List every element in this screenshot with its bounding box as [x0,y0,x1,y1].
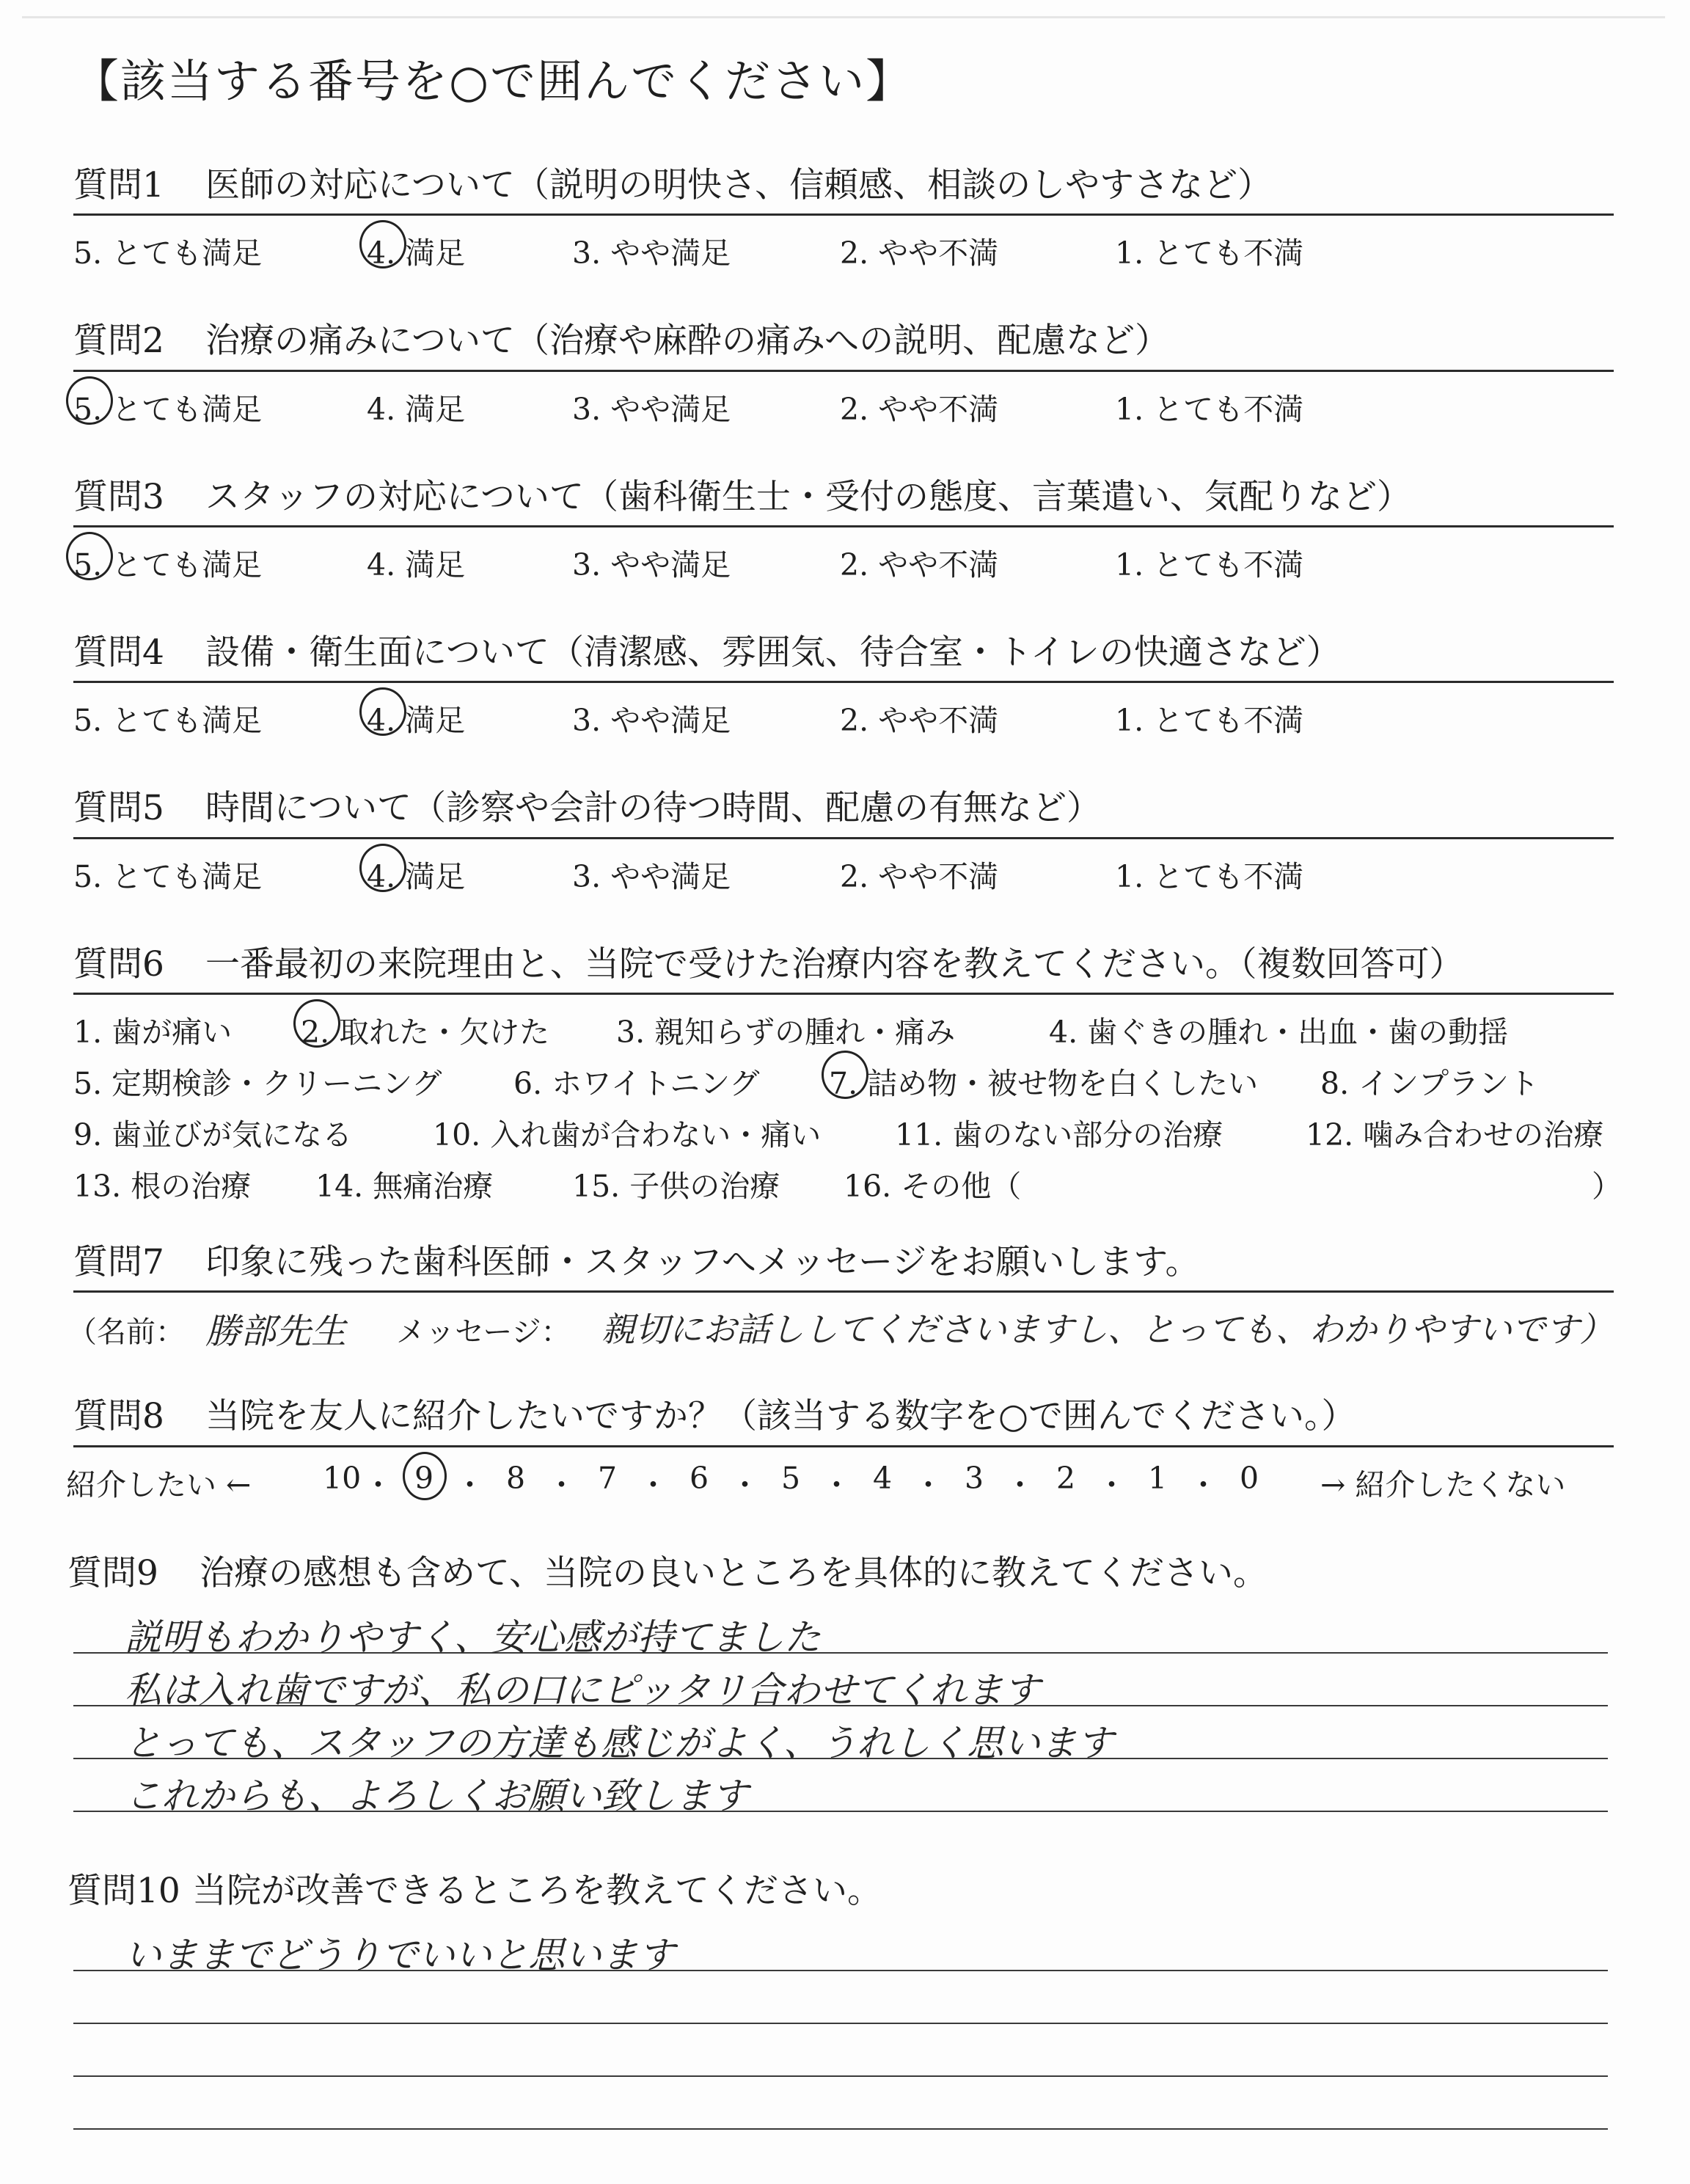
option-label: 5. とても満足 [73,547,263,583]
question-1 [73,167,1614,269]
rating-option-4[interactable] [367,696,465,739]
rating-options [73,382,1614,425]
recommend-scale [66,1458,1614,1502]
rating-option-1[interactable]: 1. とても不満 [1115,858,1304,894]
scale-label: 0 [1240,1460,1259,1496]
question-number: 質問10 [67,1870,180,1911]
rating-options [73,226,1614,269]
scale-dot: ・ [913,1467,943,1502]
question-8-heading [73,1398,1614,1447]
scale-value-10[interactable] [323,1461,361,1496]
question-10-heading [67,1863,1614,1913]
question-3 [73,476,1614,583]
page-title: 【該当する番号を○で囲んでください】 [73,54,913,108]
scale-right-label: → 紹介したくない [1320,1467,1566,1502]
scale-dot: ・ [1097,1467,1127,1502]
question-3-heading [73,476,1614,527]
question-number: 質問2 [73,321,164,362]
q6-option-3[interactable] [616,1008,955,1051]
scale-value-2[interactable] [1056,1461,1075,1496]
scale-label: 7 [598,1460,618,1496]
handwritten-answer-line: これからも、よろしくお願い致します [125,1774,748,1817]
answer-rule [73,2023,1608,2024]
scale-value-1[interactable] [1148,1461,1167,1496]
question-9-heading [67,1546,1614,1595]
scale-dot: ・ [1188,1467,1218,1502]
rating-option-3[interactable]: 3. やや満足 [572,391,731,427]
q6-option-8[interactable] [1320,1059,1539,1103]
question-number: 質問9 [67,1552,158,1593]
rating-option-1[interactable]: 1. とても不満 [1115,547,1304,583]
scale-label: 8 [506,1460,526,1496]
rating-options [73,693,1614,739]
rating-option-2[interactable]: 2. やや不満 [840,858,999,894]
question-7-heading [73,1244,1614,1293]
answer-rule [73,2128,1608,2130]
scale-dot: ・ [455,1467,485,1502]
q6-options [73,1002,1622,1208]
scale-label: 3 [965,1460,984,1496]
scale-dot: ・ [730,1467,760,1502]
name-label: （名前： [67,1315,185,1350]
q9-answer-area[interactable] [73,1599,1614,1819]
option-label: 4. 満足 [367,235,466,271]
rating-option-1[interactable]: 1. とても不満 [1115,391,1304,427]
question-2-heading [73,323,1614,371]
option-label: 16. その他（ [844,1169,1022,1205]
question-text: 印象に残った歯科医師・スタッフへメッセージをお願いします。 [205,1242,1200,1283]
question-6 [73,943,1622,1208]
rating-option-5[interactable]: 5. とても満足 [73,858,263,894]
rating-option-2[interactable]: 2. やや不満 [840,703,999,739]
question-number: 質問3 [73,476,164,517]
scale-value-0[interactable] [1240,1461,1259,1496]
rating-option-4[interactable] [367,229,465,272]
scale-dot: ・ [1005,1467,1035,1502]
handwritten-answer-line: 私は入れ歯ですが、私の口にピッタリ合わせてくれます [125,1668,1040,1712]
rating-option-2[interactable]: 2. やや不満 [840,547,999,583]
option-label: 5. とても満足 [73,391,263,427]
rating-option-1[interactable]: 1. とても不満 [1115,703,1304,739]
question-7 [67,1242,1614,1354]
scale-value-3[interactable] [965,1461,984,1496]
q6-option-11[interactable] [895,1111,1223,1154]
q6-option-6[interactable] [513,1059,759,1103]
question-number: 質問5 [73,788,164,829]
q7-message-row [67,1303,1614,1354]
message-label: メッセージ： [396,1315,571,1350]
q6-option-16[interactable] [844,1162,1021,1205]
option-label: 14. 無痛治療 [315,1169,494,1205]
scale-dot: ・ [822,1467,852,1502]
message-value[interactable]: 親切にお話ししてくださいますし、とっても、わかりやすいです） [601,1310,1614,1350]
rating-option-4[interactable] [367,852,465,896]
question-number: 質問4 [73,632,164,673]
question-6-heading [73,943,1614,995]
question-8 [66,1396,1614,1502]
scale-label: 5 [781,1460,801,1496]
q6-option-12[interactable] [1306,1111,1603,1154]
question-4-heading [73,632,1614,683]
scale-label: 2 [1056,1460,1076,1496]
q6-option-15[interactable] [572,1162,780,1205]
rating-option-3[interactable]: 3. やや満足 [572,235,731,271]
rating-option-4[interactable]: 4. 満足 [367,547,466,583]
q6-option-2[interactable] [301,1008,549,1051]
question-text: 医師の対応について（説明の明快さ、信頼感、相談のしやすさなど） [205,165,1273,205]
question-text: 当院が改善できるところを教えてください。 [192,1870,882,1911]
question-1-heading [73,167,1614,216]
question-4 [73,632,1614,739]
option-label: 4. 満足 [367,858,466,894]
handwritten-answer-line: 説明もわかりやすく、安心感が持てました [125,1615,821,1659]
question-number: 質問6 [73,943,164,985]
q6-option-14[interactable] [315,1162,493,1205]
question-9 [67,1546,1614,1819]
selected-circle [359,687,406,736]
q6-option-7[interactable] [829,1059,1258,1103]
q6-option-5[interactable] [73,1059,442,1103]
scale-value-8[interactable] [506,1461,525,1496]
question-text: スタッフの対応について（歯科衛生士・受付の態度、言葉遣い、気配りなど） [205,476,1412,517]
question-5-heading [73,790,1614,839]
q6-option-9[interactable] [73,1111,352,1154]
handwritten-answer-line: いままでどうりでいいと思います [125,1933,675,1976]
scale-label: 9 [414,1460,434,1496]
option-label: 13. 根の治療 [73,1169,252,1205]
option-label: 5. 定期検診・クリーニング [73,1066,442,1102]
rating-option-5[interactable]: 5. とても満足 [73,703,263,739]
scale-dot: ・ [546,1467,577,1502]
rating-option-5[interactable] [73,385,262,428]
option-label: 12. 噛み合わせの治療 [1306,1117,1604,1153]
rating-option-3[interactable]: 3. やや満足 [572,858,731,894]
scale-dot: ・ [363,1467,393,1502]
selected-circle [359,220,406,269]
question-text: 治療の感想も含めて、当院の良いところを具体的に教えてください。 [200,1552,1268,1593]
q6-option-10[interactable] [433,1111,821,1154]
scale-label: 1 [1148,1460,1168,1496]
scale-value-6[interactable] [689,1461,709,1496]
scale-label: 4 [873,1460,893,1496]
rating-option-3[interactable]: 3. やや満足 [572,547,731,583]
scale-label: 10 [323,1460,362,1496]
option-label: 15. 子供の治療 [572,1169,780,1205]
rating-option-4[interactable]: 4. 満足 [367,391,466,427]
rating-option-1[interactable]: 1. とても不満 [1115,235,1304,271]
question-text: 一番最初の来院理由と、当院で受けた治療内容を教えてください。（複数回答可） [205,943,1464,985]
scan-edge [22,16,1665,18]
option-label: 11. 歯のない部分の治療 [895,1117,1223,1153]
scale-value-5[interactable] [781,1461,800,1496]
q6-option-4[interactable] [1049,1008,1508,1051]
q10-answer-area[interactable] [73,1917,1614,2130]
q6-option-1[interactable] [73,1008,232,1051]
question-text: 当院を友人に紹介したいですか？（該当する数字を○で囲んでください。） [205,1396,1356,1437]
question-text: 治療の痛みについて（治療や麻酔の痛みへの説明、配慮など） [205,321,1170,362]
option-label: 4. 歯ぐきの腫れ・出血・歯の動揺 [1049,1015,1509,1051]
selected-circle [66,376,113,425]
scale-value-9[interactable] [414,1461,434,1496]
option-label: 6. ホワイトニング [513,1066,760,1102]
question-number: 質問7 [73,1242,164,1283]
selected-circle [822,1051,868,1099]
rating-option-5[interactable] [73,541,262,584]
scale-left-label: 紹介したい ← [66,1467,252,1502]
option-label: 4. 満足 [367,703,466,739]
rating-options [73,538,1614,583]
option-label: 1. 歯が痛い [73,1015,233,1051]
scale-value-4[interactable] [873,1461,892,1496]
option-label: 3. 親知らずの腫れ・痛み [616,1015,956,1051]
survey-form [66,54,1622,2184]
scale-dot: ・ [638,1467,668,1502]
rating-option-2[interactable]: 2. やや不満 [840,391,999,427]
selected-circle [293,999,340,1048]
name-value[interactable]: 勝部先生 [205,1311,347,1353]
option-label: 2. 取れた・欠けた [301,1015,550,1051]
question-text: 時間について（診察や会計の待つ時間、配慮の有無など） [205,788,1102,829]
question-5 [73,788,1614,894]
option-label: 9. 歯並びが気になる [73,1117,353,1153]
question-number: 質問1 [73,165,164,205]
selected-circle [359,844,406,892]
selected-circle [403,1452,447,1500]
answer-rule [73,2075,1608,2077]
rating-option-5[interactable]: 5. とても満足 [73,235,263,271]
question-2 [73,321,1614,427]
rating-option-3[interactable]: 3. やや満足 [572,703,731,739]
selected-circle [66,532,113,580]
option-label: 7. 詰め物・被せ物を白くしたい [829,1066,1259,1102]
handwritten-answer-line: とっても、スタッフの方達も感じがよく、うれしく思います [125,1721,1113,1764]
scale-label: 6 [689,1460,709,1496]
scale-value-7[interactable] [598,1461,617,1496]
q6-option-13[interactable] [73,1162,251,1205]
question-10 [67,1863,1614,2130]
question-text: 設備・衛生面について（清潔感、雰囲気、待合室・トイレの快適さなど） [205,632,1341,673]
option-label: 8. インプラント [1320,1066,1540,1102]
rating-options [73,850,1614,892]
option-label: 10. 入れ歯が合わない・痛い [433,1117,822,1153]
rating-option-2[interactable]: 2. やや不満 [840,235,999,271]
question-number: 質問8 [73,1396,164,1437]
other-closing-paren: ） [1592,1169,1622,1205]
